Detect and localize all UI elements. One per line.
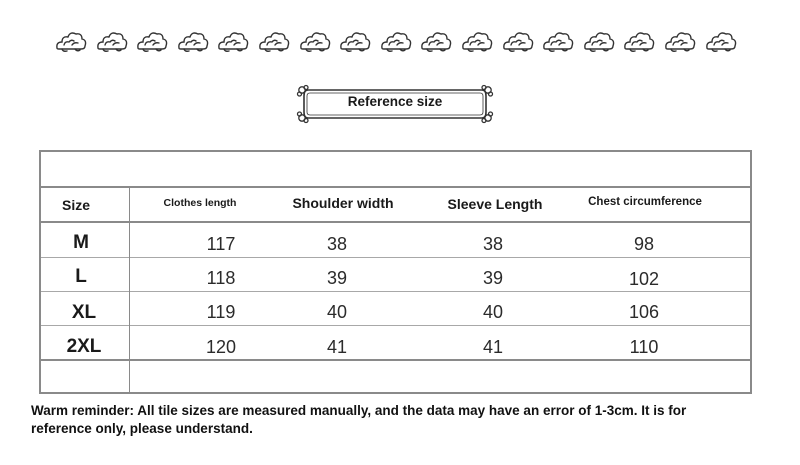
cloud-decoration-row [54,28,744,58]
table-column-divider [129,188,130,394]
auspicious-cloud-icon [95,28,129,54]
auspicious-cloud-icon [176,28,210,54]
clothes-length-value: 119 [206,302,236,322]
clothes-length-value: 118 [206,268,236,288]
header-size: Size [61,197,90,213]
sleeve-length-value: 39 [482,268,504,288]
size-label: L [75,266,87,287]
sleeve-length-value: 38 [482,234,504,254]
shoulder-width-value: 41 [326,337,348,357]
table-divider [41,221,750,223]
auspicious-cloud-icon [135,28,169,54]
table-divider [41,186,750,188]
header-clothes-length: Clothes length [163,197,237,209]
size-table [39,150,752,394]
title-frame [296,84,494,124]
header-sleeve-length: Sleeve Length [447,196,543,212]
clothes-length-value: 117 [206,234,236,254]
header-shoulder-width: Shoulder width [292,195,394,211]
chest-value: 106 [628,302,660,322]
auspicious-cloud-icon [419,28,453,54]
auspicious-cloud-icon [704,28,738,54]
auspicious-cloud-icon [663,28,697,54]
auspicious-cloud-icon [379,28,413,54]
page-title: Reference size [347,94,443,109]
auspicious-cloud-icon [501,28,535,54]
shoulder-width-value: 40 [326,302,348,322]
auspicious-cloud-icon [257,28,291,54]
auspicious-cloud-icon [298,28,332,54]
auspicious-cloud-icon [582,28,616,54]
sleeve-length-value: 41 [482,337,504,357]
sleeve-length-value: 40 [482,302,504,322]
size-label: 2XL [66,336,102,357]
clothes-length-value: 120 [205,337,237,357]
size-label: M [73,232,89,253]
table-divider [41,257,750,258]
chest-value: 110 [629,337,659,357]
size-label: XL [71,302,97,323]
warm-reminder-note: Warm reminder: All tile sizes are measured manually, and the data may have an error of 1-3cm. It is for reference only, please understand. [31,403,687,436]
header-chest-circumference: Chest circumference [588,196,702,208]
shoulder-width-value: 39 [326,268,348,288]
table-divider [41,325,750,326]
table-divider [41,291,750,292]
auspicious-cloud-icon [54,28,88,54]
chest-value: 102 [628,269,660,289]
auspicious-cloud-icon [622,28,656,54]
chest-value: 98 [633,234,655,254]
auspicious-cloud-icon [541,28,575,54]
auspicious-cloud-icon [338,28,372,54]
auspicious-cloud-icon [216,28,250,54]
auspicious-cloud-icon [460,28,494,54]
shoulder-width-value: 38 [326,234,348,254]
table-divider [41,359,750,361]
